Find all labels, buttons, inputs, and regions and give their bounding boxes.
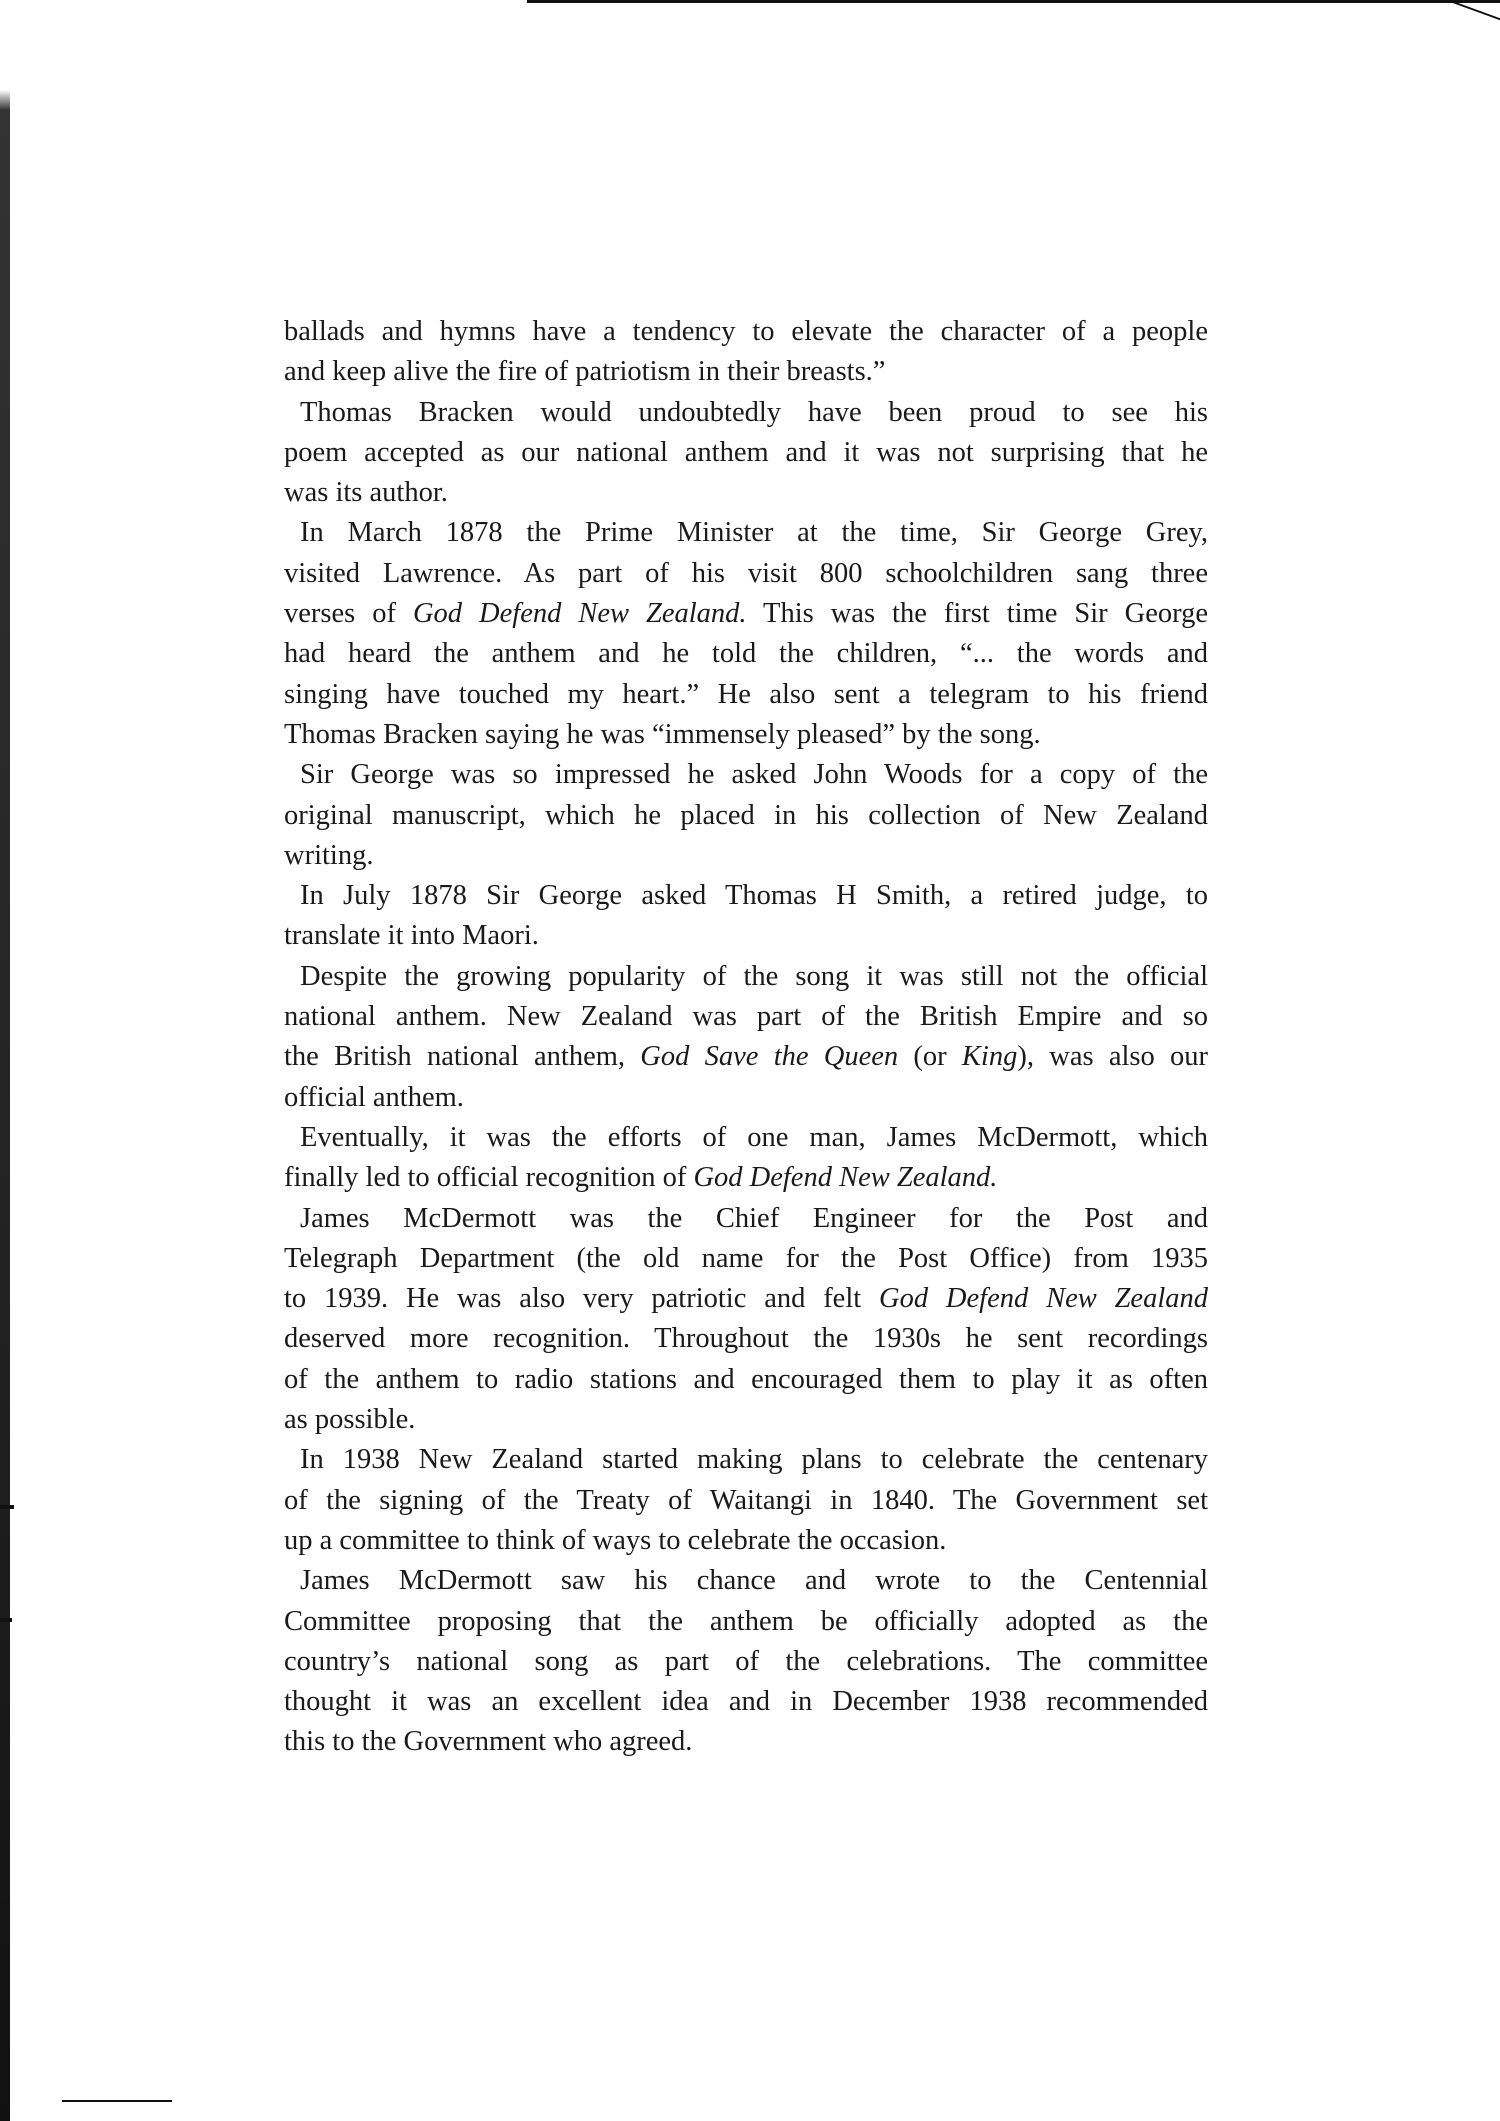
italic-title: God Defend New Zealand — [879, 1283, 1208, 1315]
text-line — [284, 1400, 1208, 1440]
paragraph — [284, 755, 1208, 876]
italic-title: King — [961, 1041, 1018, 1073]
text-line — [284, 1642, 1208, 1682]
text-run: to 1939. He was also very patriotic and felt — [284, 1283, 880, 1315]
text-line — [284, 473, 1208, 513]
text-run: country’s national song as part of the celebrations. The committee — [284, 1645, 1208, 1677]
text-line — [284, 1682, 1208, 1722]
text-run: the British national anthem, — [284, 1041, 641, 1073]
paragraph — [284, 393, 1208, 514]
italic-title: God Defend New Zealand. — [693, 1162, 998, 1194]
text-line — [284, 957, 1208, 997]
text-line — [284, 393, 1208, 433]
paragraph — [284, 1118, 1208, 1199]
scan-mark — [0, 1618, 12, 1622]
text-run: up a committee to think of ways to celebrate the occasion. — [284, 1524, 947, 1556]
text-run: Sir George was so impressed he asked John Woods for a copy of the — [300, 759, 1208, 791]
text-run: had heard the anthem and he told the children, “... the words and — [284, 638, 1208, 670]
paragraph — [284, 1199, 1208, 1441]
text-run: translate it into Maori. — [284, 920, 539, 952]
text-run: This was the first time Sir George — [746, 598, 1209, 630]
text-run: thought it was an excellent idea and in December 1938 recommended — [284, 1686, 1208, 1718]
text-line — [284, 1440, 1208, 1480]
text-run: and keep alive the fire of patriotism in their breasts.” — [284, 356, 886, 388]
text-line — [284, 1279, 1208, 1319]
text-run: Thomas Bracken saying he was “immensely pleased” by the song. — [284, 718, 1041, 750]
text-run: as possible. — [284, 1404, 416, 1436]
text-run: Committee proposing that the anthem be officially adopted as the — [284, 1605, 1208, 1637]
text-run: verses of — [284, 598, 413, 630]
text-line — [284, 352, 1208, 392]
text-run: In July 1878 Sir George asked Thomas H Smith, a retired judge, to — [300, 880, 1208, 912]
text-line — [284, 1037, 1208, 1077]
text-line — [284, 554, 1208, 594]
text-line — [284, 433, 1208, 473]
paragraph — [284, 513, 1208, 755]
text-run: finally led to official recognition of — [284, 1162, 694, 1194]
text-line — [284, 715, 1208, 755]
text-line — [284, 513, 1208, 553]
text-run: James McDermott saw his chance and wrote to the Centennial — [300, 1565, 1208, 1597]
italic-title: God Save the Queen — [640, 1041, 899, 1073]
text-run: (or — [898, 1041, 962, 1073]
text-line — [284, 1199, 1208, 1239]
scan-mark — [62, 2100, 172, 2102]
text-line — [284, 1602, 1208, 1642]
text-line — [284, 675, 1208, 715]
text-run: Eventually, it was the efforts of one man, James McDermott, which — [300, 1121, 1208, 1153]
text-run: deserved more recognition. Throughout the 1930s he sent recordings — [284, 1323, 1208, 1355]
scan-corner-fold — [1450, 0, 1500, 50]
text-line — [284, 796, 1208, 836]
text-run: poem accepted as our national anthem and it was not surprising that he — [284, 436, 1208, 468]
text-line — [284, 997, 1208, 1037]
text-line — [284, 876, 1208, 916]
text-run: ), was also our — [1017, 1041, 1208, 1073]
text-line — [284, 916, 1208, 956]
paragraph — [284, 957, 1208, 1118]
text-run: official anthem. — [284, 1081, 464, 1113]
text-run: original manuscript, which he placed in his collection of New Zealand — [284, 799, 1208, 831]
paragraph — [284, 312, 1208, 393]
text-line — [284, 1158, 1208, 1198]
text-run: Telegraph Department (the old name for the Post Office) from 1935 — [284, 1242, 1208, 1274]
text-line — [284, 1319, 1208, 1359]
text-line — [284, 755, 1208, 795]
scan-left-edge — [0, 0, 10, 2121]
text-line — [284, 1722, 1208, 1762]
text-line — [284, 1481, 1208, 1521]
text-line — [284, 1561, 1208, 1601]
text-line — [284, 1118, 1208, 1158]
text-line — [284, 1078, 1208, 1118]
text-run: was its author. — [284, 477, 448, 509]
text-line — [284, 1521, 1208, 1561]
text-line — [284, 312, 1208, 352]
italic-title: God Defend New Zealand. — [412, 598, 747, 630]
text-run: of the signing of the Treaty of Waitangi in 1840. The Government set — [284, 1484, 1208, 1516]
text-run: ballads and hymns have a tendency to elevate the character of a people — [284, 316, 1208, 347]
paragraph — [284, 1561, 1208, 1762]
text-line — [284, 1360, 1208, 1400]
scan-mark — [0, 1505, 14, 1509]
text-run: writing. — [284, 839, 374, 871]
text-run: visited Lawrence. As part of his visit 800 schoolchildren sang three — [284, 557, 1208, 589]
text-run: national anthem. New Zealand was part of the British Empire and so — [284, 1001, 1208, 1033]
text-run: this to the Government who agreed. — [284, 1726, 693, 1758]
paragraph — [284, 876, 1208, 957]
scan-top-edge — [527, 0, 1500, 3]
text-run: Thomas Bracken would undoubtedly have been proud to see his — [300, 396, 1208, 428]
text-run: In March 1878 the Prime Minister at the time, Sir George Grey, — [300, 517, 1208, 549]
text-run: Despite the growing popularity of the song it was still not the official — [300, 960, 1208, 992]
paragraph — [284, 1440, 1208, 1561]
text-line — [284, 836, 1208, 876]
page-body-text — [284, 312, 1208, 1763]
text-run: James McDermott was the Chief Engineer for the Post and — [300, 1202, 1208, 1234]
text-run: In 1938 New Zealand started making plans to celebrate the centenary — [300, 1444, 1208, 1476]
text-line — [284, 1239, 1208, 1279]
text-line — [284, 594, 1208, 634]
text-line — [284, 634, 1208, 674]
text-run: singing have touched my heart.” He also sent a telegram to his friend — [284, 678, 1208, 710]
text-run: of the anthem to radio stations and encouraged them to play it as often — [284, 1363, 1208, 1395]
